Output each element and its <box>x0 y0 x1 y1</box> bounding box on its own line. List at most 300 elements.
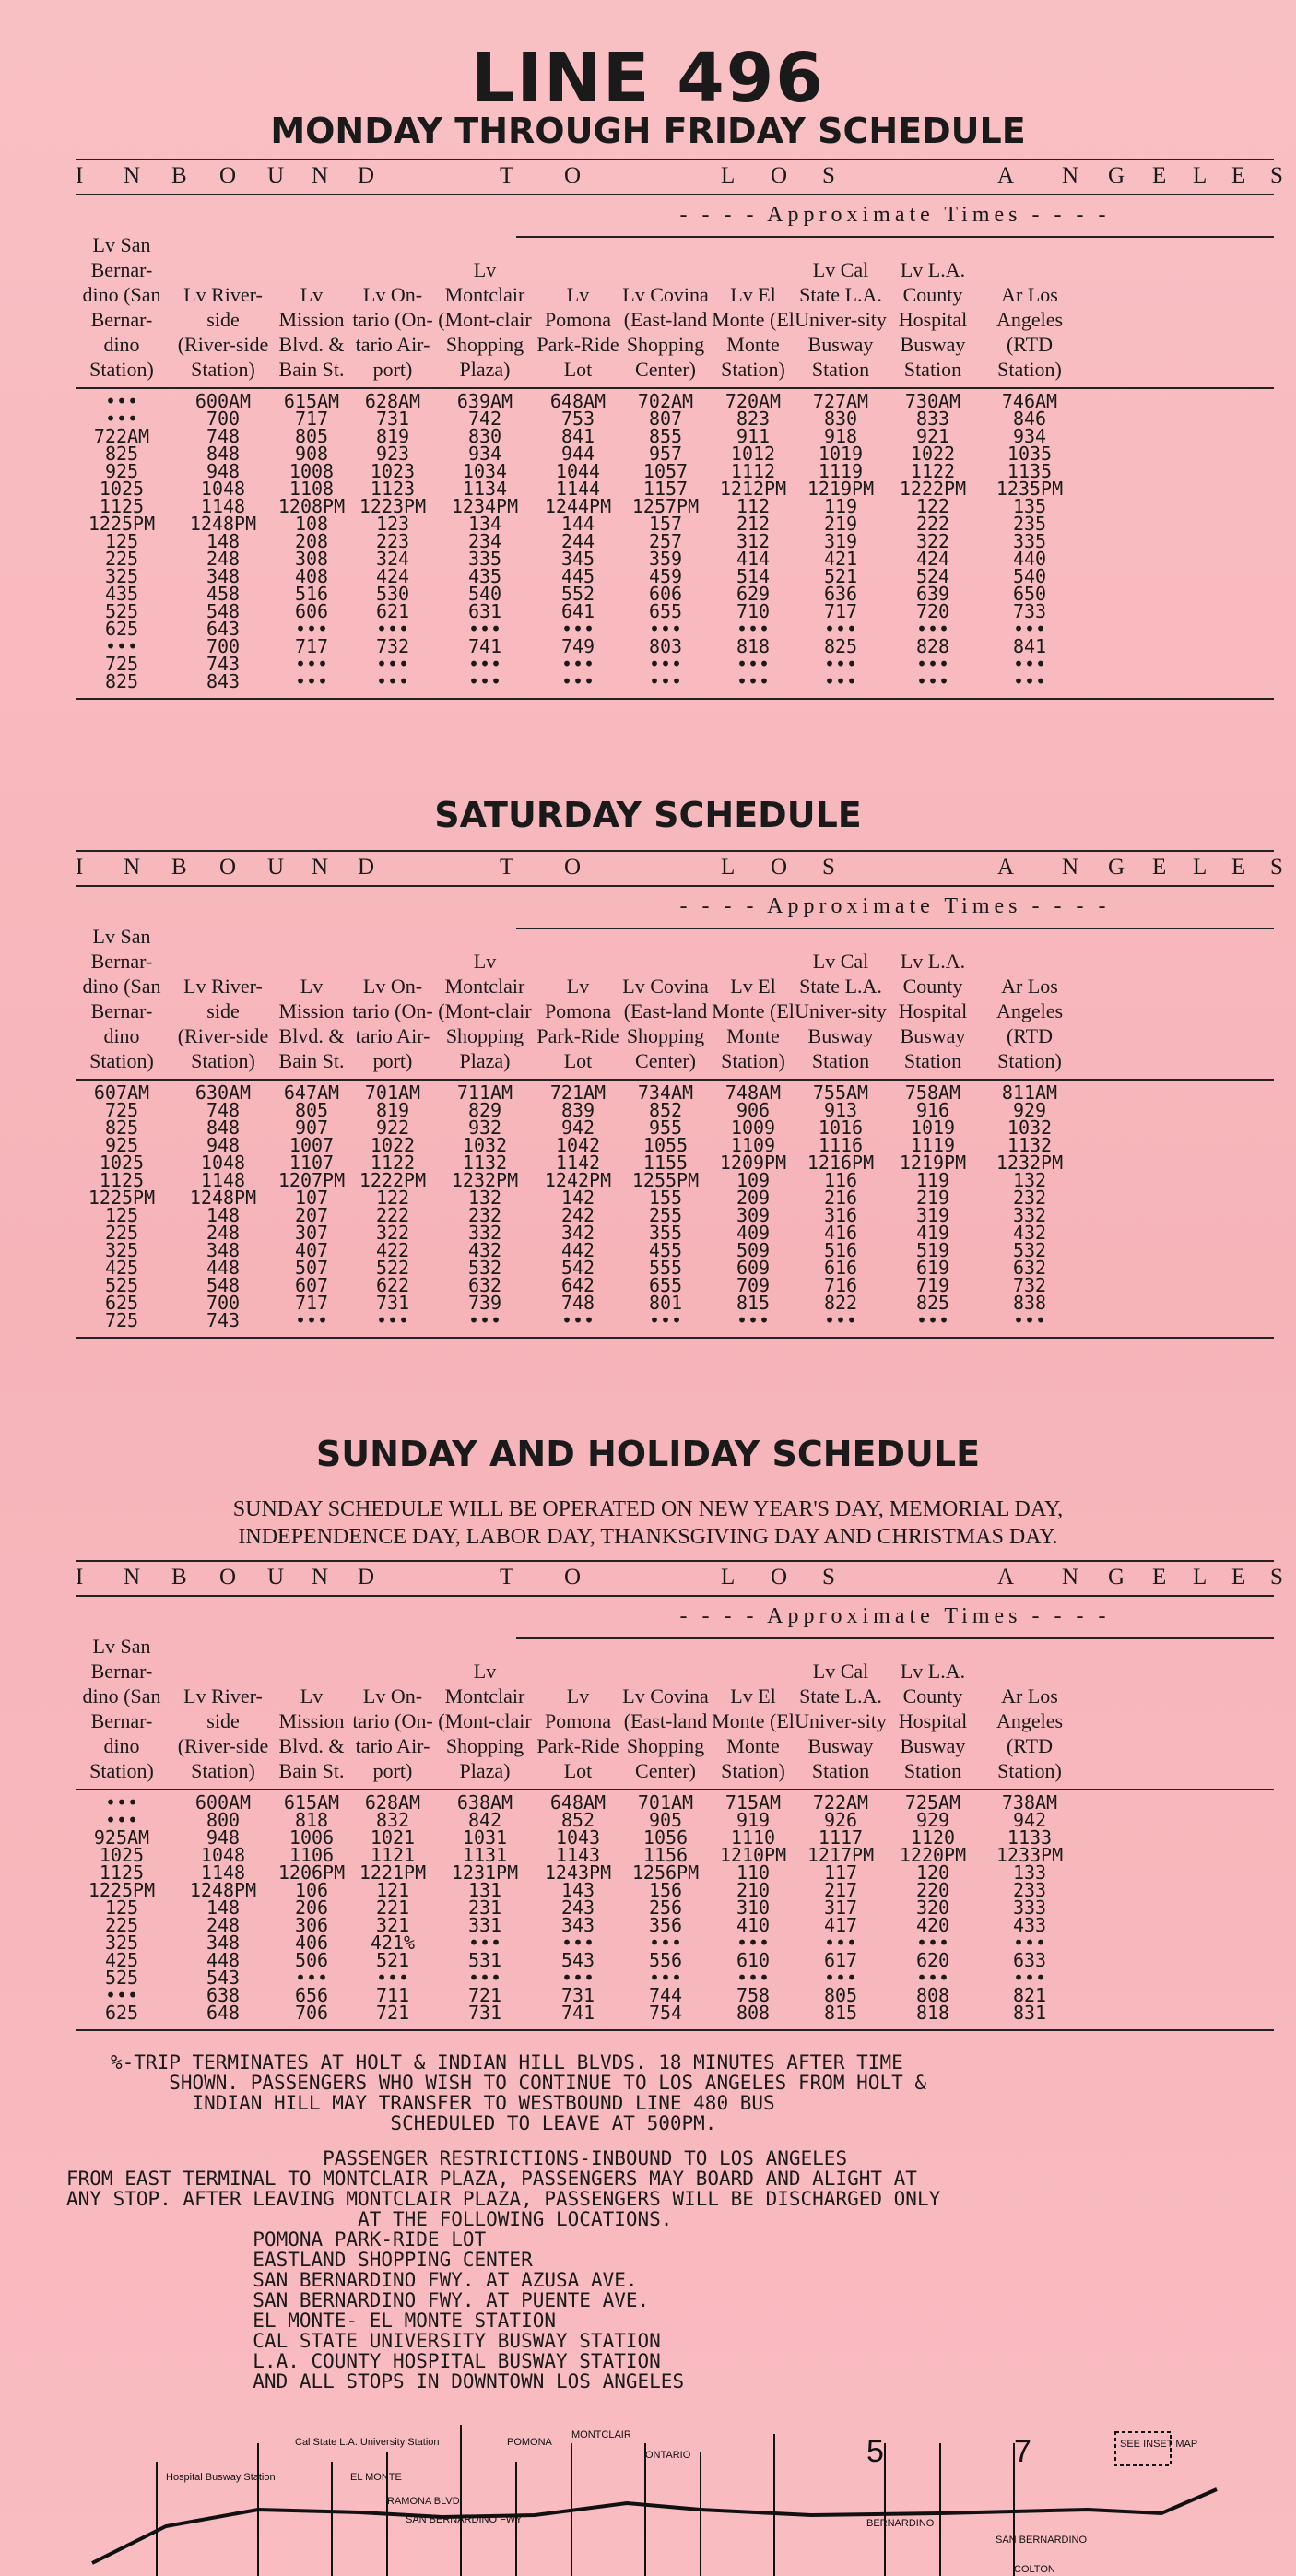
time-cell: 445 <box>560 565 595 587</box>
time-cell: 923 <box>375 443 410 465</box>
time-cell: 1248PM <box>189 1187 257 1209</box>
time-cell: 316 <box>823 1204 858 1226</box>
time-cell: 615AM <box>283 390 340 412</box>
time-cell: 132 <box>1012 1169 1047 1191</box>
time-cell: 525 <box>104 1274 139 1296</box>
time-cell: 321 <box>375 1914 410 1936</box>
time-cell: 754 <box>648 2002 683 2024</box>
time-cell: 650 <box>1012 583 1047 605</box>
time-cell: 731 <box>375 408 410 430</box>
time-cell: 348 <box>206 1932 241 1954</box>
time-cell: 1257PM <box>631 495 700 517</box>
map-label: 5 <box>866 2434 884 2469</box>
time-cell: 1242PM <box>544 1169 612 1191</box>
time-cell: 1217PM <box>807 1844 875 1866</box>
time-cell: ••• <box>104 1791 139 1814</box>
times-table <box>76 389 1274 700</box>
time-cell: 829 <box>467 1099 502 1121</box>
time-cell: 805 <box>294 425 329 447</box>
time-cell: 738AM <box>1001 1791 1058 1814</box>
time-cell: 1233PM <box>996 1844 1064 1866</box>
time-cell: ••• <box>736 618 771 640</box>
time-cell: 818 <box>736 635 771 657</box>
time-cell: ••• <box>736 1932 771 1954</box>
time-cell: 521 <box>375 1949 410 1971</box>
time-cell: 852 <box>648 1099 683 1121</box>
time-cell: 633 <box>1012 1949 1047 1971</box>
time-cell: ••• <box>823 670 858 692</box>
time-cell: ••• <box>467 1967 502 1989</box>
time-cell: 748 <box>560 1292 595 1314</box>
time-cell: ••• <box>294 1309 329 1331</box>
time-cell: 1025 <box>99 478 145 500</box>
time-cell: 1206PM <box>277 1861 346 1884</box>
column-header: Lv Covina (East-land Shopping Center) <box>622 1684 709 1782</box>
time-cell: 458 <box>206 583 241 605</box>
time-cell: 758AM <box>904 1081 961 1104</box>
time-cell: 548 <box>206 1274 241 1296</box>
time-cell: 1219PM <box>807 478 875 500</box>
time-cell: 432 <box>467 1239 502 1261</box>
time-cell: 325 <box>104 565 139 587</box>
column-header: Lv Mission Blvd. & Bain St. <box>278 1684 345 1782</box>
time-cell: 223 <box>375 530 410 552</box>
direction-bar <box>76 850 1283 887</box>
time-cell: 123 <box>375 513 410 535</box>
time-cell: 107 <box>294 1187 329 1209</box>
direction-letter: U <box>267 1565 285 1589</box>
time-cell: 1225PM <box>88 1879 156 1901</box>
time-cell: 459 <box>648 565 683 587</box>
time-cell: 256 <box>648 1897 683 1919</box>
time-cell: 741 <box>560 2002 595 2024</box>
direction-letter: L <box>721 163 736 188</box>
times-table <box>76 1081 1274 1339</box>
time-cell: ••• <box>375 1309 410 1331</box>
time-cell: ••• <box>104 635 139 657</box>
column-header: Ar Los Angeles (RTD Station) <box>996 283 1064 381</box>
map-label: BERNARDINO <box>866 2518 935 2529</box>
column-header: Lv Pomona Park-Ride Lot <box>536 975 619 1072</box>
time-cell: 212 <box>736 513 771 535</box>
time-cell: 219 <box>915 1187 950 1209</box>
time-cell: 242 <box>560 1204 595 1226</box>
time-cell: 921 <box>915 425 950 447</box>
time-cell: 717 <box>823 600 858 622</box>
direction-letter: L <box>1193 855 1208 880</box>
time-cell: 839 <box>560 1099 595 1121</box>
time-cell: 647AM <box>283 1081 340 1104</box>
time-cell: 1210PM <box>719 1844 787 1866</box>
time-cell: 749 <box>560 635 595 657</box>
time-cell: 755AM <box>812 1081 869 1104</box>
time-cell: 1155 <box>642 1152 689 1174</box>
time-cell: 808 <box>915 1984 950 2006</box>
time-cell: 934 <box>467 443 502 465</box>
time-cell: 725 <box>104 653 139 675</box>
time-cell: 110 <box>736 1861 771 1884</box>
time-cell: 556 <box>648 1949 683 1971</box>
direction-letter: A <box>997 855 1015 880</box>
time-cell: 1016 <box>818 1117 864 1139</box>
time-cell: 801 <box>648 1292 683 1314</box>
time-cell: 942 <box>1012 1809 1047 1831</box>
time-cell: 733 <box>1012 600 1047 622</box>
time-cell: ••• <box>104 1809 139 1831</box>
time-cell: 248 <box>206 548 241 570</box>
direction-letter: S <box>822 163 835 188</box>
time-cell: 1125 <box>99 1169 145 1191</box>
time-cell: 255 <box>648 1204 683 1226</box>
direction-letter: O <box>771 855 788 880</box>
time-cell: 448 <box>206 1949 241 1971</box>
time-cell: ••• <box>736 1309 771 1331</box>
time-cell: 1148 <box>200 495 246 517</box>
direction-letter: G <box>1108 1565 1125 1589</box>
time-cell: 609 <box>736 1257 771 1279</box>
direction-letter: S <box>822 1565 835 1589</box>
time-cell: 725 <box>104 1309 139 1331</box>
time-cell: 525 <box>104 600 139 622</box>
time-cell: 519 <box>915 1239 950 1261</box>
direction-letter: O <box>564 1565 582 1589</box>
time-cell: 1057 <box>642 460 689 482</box>
direction-letter: O <box>564 163 582 188</box>
time-cell: ••• <box>1012 618 1047 640</box>
direction-letter: N <box>312 855 329 880</box>
time-cell: 532 <box>1012 1239 1047 1261</box>
column-header: Lv Cal State L.A. Univer-sity Busway Station <box>795 950 887 1072</box>
time-cell: 818 <box>294 1809 329 1831</box>
time-cell: 720AM <box>725 390 782 412</box>
column-header: Lv El Monte (El Monte Station) <box>712 283 795 381</box>
time-cell: 643 <box>206 618 241 640</box>
time-cell: ••• <box>560 653 595 675</box>
time-cell: ••• <box>915 618 950 640</box>
direction-letter: E <box>1152 1565 1167 1589</box>
time-cell: 1222PM <box>359 1169 427 1191</box>
time-cell: 1255PM <box>631 1169 700 1191</box>
time-cell: 324 <box>375 548 410 570</box>
time-cell: 841 <box>1012 635 1047 657</box>
time-cell: 855 <box>648 425 683 447</box>
time-cell: 725AM <box>904 1791 961 1814</box>
time-cell: 1256PM <box>631 1861 700 1884</box>
time-cell: ••• <box>823 1967 858 1989</box>
time-cell: 944 <box>560 443 595 465</box>
time-cell: 307 <box>294 1222 329 1244</box>
time-cell: ••• <box>648 1967 683 1989</box>
time-cell: 911 <box>736 425 771 447</box>
time-cell: 525 <box>104 1967 139 1989</box>
direction-letter: L <box>721 855 736 880</box>
column-header: Lv San Bernar-dino (San Bernar-dino Station) <box>82 233 161 381</box>
time-cell: 600AM <box>194 1791 252 1814</box>
direction-letter: T <box>500 163 514 188</box>
time-cell: 709 <box>736 1274 771 1296</box>
column-header: Lv Covina (East-land Shopping Center) <box>622 975 709 1072</box>
time-cell: 642 <box>560 1274 595 1296</box>
time-cell: 815 <box>736 1292 771 1314</box>
time-cell: 335 <box>467 548 502 570</box>
time-cell: 1006 <box>289 1826 335 1849</box>
table-row <box>76 670 1274 692</box>
time-cell: 721 <box>467 1984 502 2006</box>
map-label: SEE INSET MAP <box>1120 2439 1198 2450</box>
time-cell: 648 <box>206 2002 241 2024</box>
time-cell: 1234PM <box>451 495 519 517</box>
time-cell: 1043 <box>555 1826 601 1849</box>
time-cell: 1125 <box>99 495 145 517</box>
time-cell: 540 <box>1012 565 1047 587</box>
time-cell: 803 <box>648 635 683 657</box>
time-cell: 731 <box>467 2002 502 2024</box>
time-cell: 607AM <box>93 1081 150 1104</box>
time-cell: 948 <box>206 1134 241 1156</box>
map-label: ONTARIO <box>645 2450 691 2461</box>
time-cell: ••• <box>294 670 329 692</box>
time-cell: 848 <box>206 1117 241 1139</box>
direction-letter: U <box>267 163 285 188</box>
time-cell: 425 <box>104 1257 139 1279</box>
time-cell: 1225PM <box>88 513 156 535</box>
time-cell: 231 <box>467 1897 502 1919</box>
direction-letter: N <box>1062 163 1079 188</box>
time-cell: 719 <box>915 1274 950 1296</box>
time-cell: 825 <box>104 1117 139 1139</box>
time-cell: 919 <box>736 1809 771 1831</box>
sunday-title: SUNDAY AND HOLIDAY SCHEDULE <box>315 1434 981 1474</box>
time-cell: 629 <box>736 583 771 605</box>
time-cell: 109 <box>736 1169 771 1191</box>
time-cell: 1220PM <box>899 1844 967 1866</box>
time-cell: ••• <box>294 1967 329 1989</box>
time-cell: ••• <box>648 653 683 675</box>
time-cell: 1009 <box>730 1117 776 1139</box>
time-cell: 125 <box>104 530 139 552</box>
time-cell: ••• <box>736 653 771 675</box>
time-cell: 1019 <box>818 443 864 465</box>
time-cell: 926 <box>823 1809 858 1831</box>
map-label: POMONA <box>507 2437 552 2448</box>
time-cell: 648AM <box>549 390 607 412</box>
time-cell: 1021 <box>370 1826 416 1849</box>
time-cell: 345 <box>560 548 595 570</box>
time-cell: 942 <box>560 1117 595 1139</box>
time-cell: 1007 <box>289 1134 335 1156</box>
time-cell: 322 <box>915 530 950 552</box>
direction-letter: O <box>771 1565 788 1589</box>
time-cell: 606 <box>648 583 683 605</box>
time-cell: 700 <box>206 1292 241 1314</box>
time-cell: 636 <box>823 583 858 605</box>
time-cell: 711AM <box>456 1081 513 1104</box>
time-cell: 1022 <box>370 1134 416 1156</box>
time-cell: 333 <box>1012 1897 1047 1919</box>
time-cell: 322 <box>375 1222 410 1244</box>
time-cell: 206 <box>294 1897 329 1919</box>
direction-letter: N <box>1062 1565 1079 1589</box>
direction-letter: O <box>564 855 582 880</box>
time-cell: ••• <box>375 670 410 692</box>
time-cell: 144 <box>560 513 595 535</box>
time-cell: 822 <box>823 1292 858 1314</box>
time-cell: 825 <box>915 1292 950 1314</box>
direction-letter: B <box>171 855 187 880</box>
column-header: Lv River-side (River-side Station) <box>177 975 269 1072</box>
column-headers <box>76 887 1274 1081</box>
time-cell: 638 <box>206 1984 241 2006</box>
time-cell: 1023 <box>370 460 416 482</box>
time-cell: 721AM <box>549 1081 607 1104</box>
table-row <box>76 1309 1274 1331</box>
time-cell: 1235PM <box>996 478 1064 500</box>
time-cell: 325 <box>104 1239 139 1261</box>
time-cell: 638AM <box>456 1791 513 1814</box>
time-cell: 1122 <box>910 460 956 482</box>
time-cell: 1048 <box>200 1844 246 1866</box>
direction-letter: O <box>219 163 237 188</box>
line-title: LINE 496 <box>471 39 825 118</box>
time-cell: 744 <box>648 1984 683 2006</box>
time-cell: 332 <box>1012 1204 1047 1226</box>
time-cell: 409 <box>736 1222 771 1244</box>
time-cell: 701AM <box>637 1791 694 1814</box>
time-cell: 148 <box>206 1204 241 1226</box>
time-cell: 414 <box>736 548 771 570</box>
time-cell: 1119 <box>910 1134 956 1156</box>
time-cell: 530 <box>375 583 410 605</box>
direction-letter: S <box>1270 163 1283 188</box>
time-cell: 143 <box>560 1879 595 1901</box>
time-cell: 830 <box>823 408 858 430</box>
time-cell: 1219PM <box>899 1152 967 1174</box>
time-cell: 1025 <box>99 1844 145 1866</box>
time-cell: 702AM <box>637 390 694 412</box>
time-cell: 248 <box>206 1222 241 1244</box>
column-header: Lv Mission Blvd. & Bain St. <box>278 283 345 381</box>
time-cell: 1119 <box>818 460 864 482</box>
time-cell: 825 <box>104 670 139 692</box>
column-header: Lv Cal State L.A. Univer-sity Busway Station <box>795 258 887 381</box>
time-cell: 1143 <box>555 1844 601 1866</box>
time-cell: 509 <box>736 1239 771 1261</box>
time-cell: 225 <box>104 1914 139 1936</box>
time-cell: 448 <box>206 1257 241 1279</box>
time-cell: ••• <box>648 618 683 640</box>
time-cell: 731 <box>375 1292 410 1314</box>
time-cell: ••• <box>1012 1932 1047 1954</box>
direction-letter: T <box>500 1565 514 1589</box>
time-cell: 119 <box>915 1169 950 1191</box>
time-cell: 725 <box>104 1099 139 1121</box>
time-cell: 655 <box>648 1274 683 1296</box>
time-cell: 1222PM <box>899 478 967 500</box>
direction-letter: N <box>124 163 141 188</box>
time-cell: ••• <box>467 618 502 640</box>
time-cell: 805 <box>823 1984 858 2006</box>
time-cell: 732 <box>375 635 410 657</box>
time-cell: 222 <box>915 513 950 535</box>
direction-letter: E <box>1231 163 1246 188</box>
time-cell: 335 <box>1012 530 1047 552</box>
time-cell: 925 <box>104 1134 139 1156</box>
direction-letter: O <box>219 855 237 880</box>
time-cell: 811AM <box>1001 1081 1058 1104</box>
time-cell: 1055 <box>642 1134 689 1156</box>
direction-letter: N <box>1062 855 1079 880</box>
time-cell: 440 <box>1012 548 1047 570</box>
time-cell: 648AM <box>549 1791 607 1814</box>
time-cell: 121 <box>375 1879 410 1901</box>
direction-letter: I <box>76 855 84 880</box>
time-cell: 727AM <box>812 390 869 412</box>
time-cell: 134 <box>467 513 502 535</box>
time-cell: 628AM <box>364 1791 421 1814</box>
time-cell: 1109 <box>730 1134 776 1156</box>
time-cell: 621 <box>375 600 410 622</box>
time-cell: 348 <box>206 565 241 587</box>
time-cell: 359 <box>648 548 683 570</box>
map-label: RAMONA BLVD <box>387 2496 460 2507</box>
time-cell: 600AM <box>194 390 252 412</box>
time-cell: 521 <box>823 565 858 587</box>
column-header: Lv L.A. County Hospital Busway Station <box>898 258 968 381</box>
time-cell: 132 <box>467 1187 502 1209</box>
time-cell: 516 <box>823 1239 858 1261</box>
map-label: MONTCLAIR <box>571 2429 631 2440</box>
time-cell: 620 <box>915 1949 950 1971</box>
time-cell: ••• <box>560 670 595 692</box>
time-cell: 730AM <box>904 390 961 412</box>
time-cell: ••• <box>104 1984 139 2006</box>
time-cell: 715AM <box>725 1791 782 1814</box>
time-cell: ••• <box>736 670 771 692</box>
time-cell: 1221PM <box>359 1861 427 1884</box>
direction-letter: L <box>721 1565 736 1589</box>
time-cell: ••• <box>560 1932 595 1954</box>
column-header: Lv Montclair (Mont-clair Shopping Plaza) <box>438 258 532 381</box>
time-cell: 1112 <box>730 460 776 482</box>
time-cell: 1248PM <box>189 1879 257 1901</box>
time-cell: 442 <box>560 1239 595 1261</box>
time-cell: 753 <box>560 408 595 430</box>
time-cell: 808 <box>736 2002 771 2024</box>
time-cell: 641 <box>560 600 595 622</box>
time-cell: 628AM <box>364 390 421 412</box>
time-cell: 234 <box>467 530 502 552</box>
time-cell: 823 <box>736 408 771 430</box>
sunday-footnote: %-TRIP TERMINATES AT HOLT & INDIAN HILL BLVDS. 18 MINUTES AFTER TIME SHOWN. PASSENGERS WHO WISH TO CONTINUE TO LOS ANGELES FROM HOLT & INDIAN HILL MAY TRANSFER TO WESTBOUND LINE 480 BUS SCHEDULED TO LEAVE AT 500PM. <box>111 2051 927 2134</box>
time-cell: 435 <box>104 583 139 605</box>
route-map <box>55 2425 1254 2576</box>
time-cell: 631 <box>467 600 502 622</box>
time-cell: 225 <box>104 1222 139 1244</box>
time-cell: 222 <box>375 1204 410 1226</box>
time-cell: 732 <box>1012 1274 1047 1296</box>
time-cell: 1110 <box>730 1826 776 1849</box>
time-cell: 1035 <box>1007 443 1053 465</box>
time-cell: 632 <box>1012 1257 1047 1279</box>
time-cell: 1025 <box>99 1152 145 1174</box>
direction-letter: O <box>219 1565 237 1589</box>
time-cell: ••• <box>915 1967 950 1989</box>
column-header: Ar Los Angeles (RTD Station) <box>996 975 1064 1072</box>
time-cell: 320 <box>915 1897 950 1919</box>
column-header: Lv San Bernar-dino (San Bernar-dino Station) <box>82 1635 161 1782</box>
direction-letter: B <box>171 1565 187 1589</box>
time-cell: 555 <box>648 1257 683 1279</box>
